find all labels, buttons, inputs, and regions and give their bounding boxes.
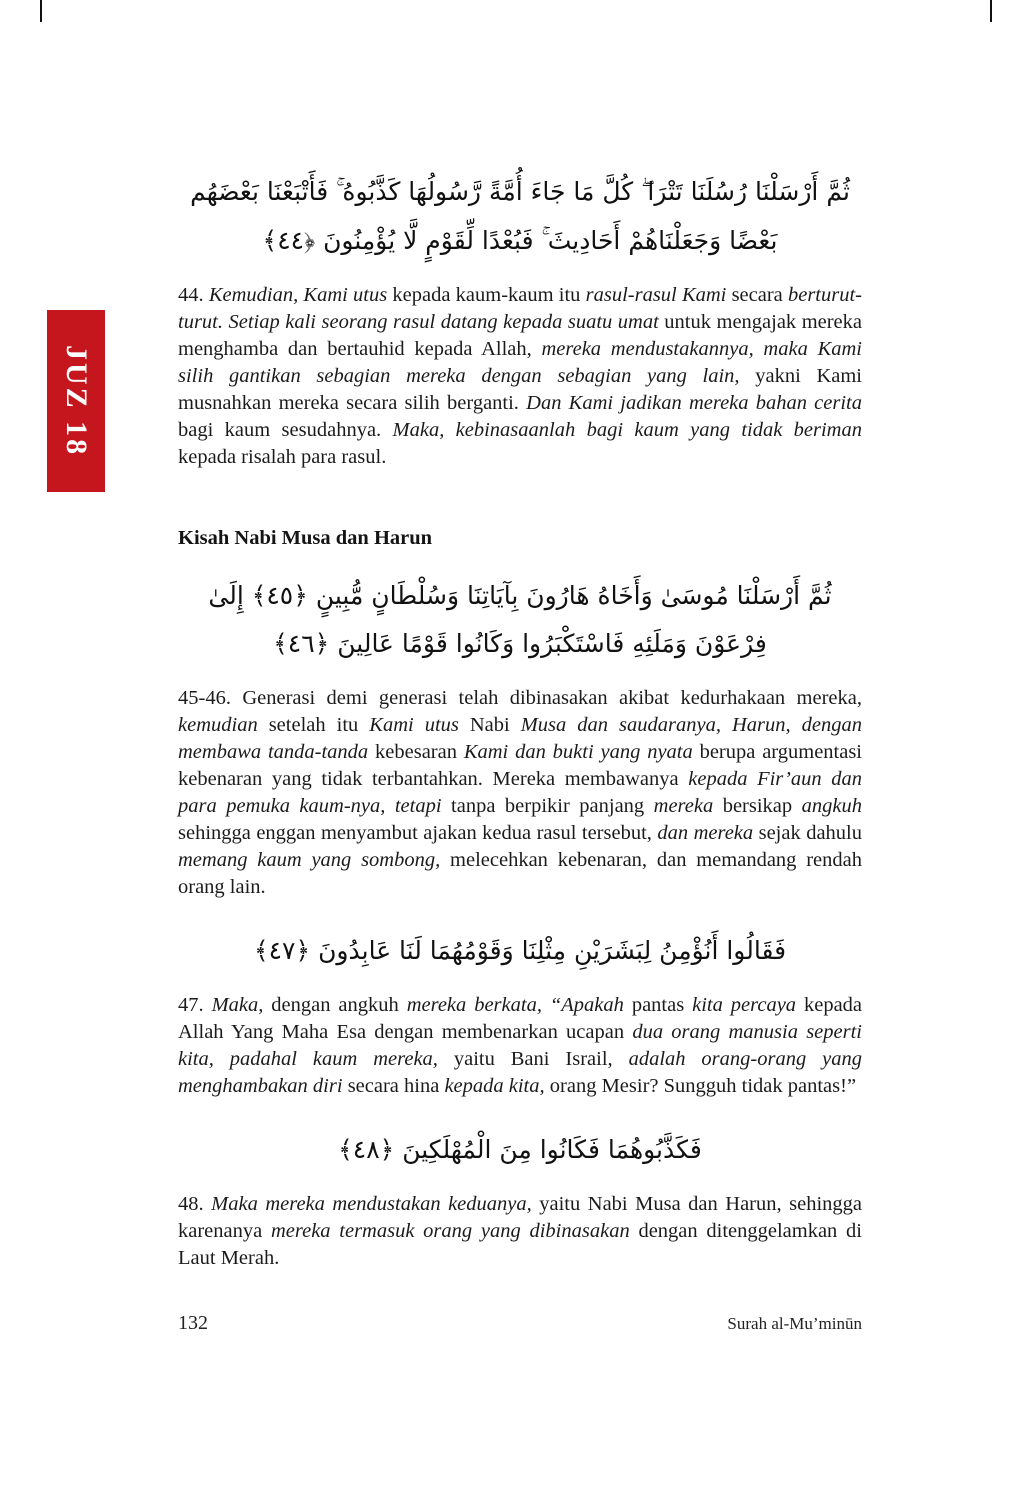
juz-tab [47,310,105,492]
section-heading: Kisah Nabi Musa dan Harun [178,526,433,549]
arabic-verse-48: فَكَذَّبُوهُمَا فَكَانُوا مِنَ الْمُهْلَكِينَ ﴿٤٨﴾ [338,1134,702,1164]
crop-mark-left [40,0,42,22]
page-content [178,168,862,1272]
translation-44: 44. Kemudian, Kami utus kepada kaum-kaum itu rasul-rasul Kami secara berturut-turut. Setiap kali seorang rasul datang kepada suatu umat untuk mengajak mereka menghamba dan bertauhid kepada Allah, mereka mendustakannya, maka Kami silih gantikan sebagian mereka dengan sebagian yang lain, yakni Kami musnahkan mereka secara silih berganti. Dan Kami jadikan mereka bahan cerita bagi kaum sesudahnya. Maka, kebinasaanlah bagi kaum yang tidak beriman kepada risalah para rasul. [178,283,863,468]
crop-mark-right [990,0,992,22]
juz-label: JUZ 18 [60,344,93,458]
page-footer [178,1312,862,1335]
arabic-verse-47: فَقَالُوا أَنُؤْمِنُ لِبَشَرَيْنِ مِثْلِنَا وَقَوْمُهُمَا لَنَا عَابِدُونَ ﴿٤٧﴾ [253,936,787,965]
page-number: 132 [178,1312,208,1334]
translation-48: 48. Maka mereka mendustakan keduanya, yaitu Nabi Musa dan Harun, sehingga karenanya mereka termasuk orang yang dibinasakan dengan ditenggelamkan di Laut Merah. [178,1192,863,1269]
translation-45-46: 45-46. Generasi demi generasi telah dibinasakan akibat kedurhakaan mereka, kemudian setelah itu Kami utus Nabi Musa dan saudaranya, Harun, dengan membawa tanda-tanda kebesaran Kami dan bukti yang nyata berupa argumentasi kebenaran yang tidak terbantahkan. Mereka membawanya kepada Fir’aun dan para pemuka kaum-nya, tetapi tanpa berpikir panjang mereka bersikap angkuh sehingga enggan menyambut ajakan kedua rasul tersebut, dan mereka sejak dahulu memang kaum yang sombong, melecehkan kebenaran, dan memandang rendah orang lain. [178,687,863,898]
translation-47: 47. Maka, dengan angkuh mereka berkata, “Apakah pantas kita percaya kepada Allah Yang Maha Esa dengan membenarkan ucapan dua orang manusia seperti kita, padahal kaum mereka, yaitu Bani Israil, adalah orang-orang yang menghambakan diri secara hina kepada kita, orang Mesir? Sungguh tidak pantas!” [178,993,863,1097]
arabic-verse-44: ثُمَّ أَرْسَلْنَا رُسُلَنَا تَتْرَا ۖ كُلَّ مَا جَاءَ أُمَّةً رَّسُولُهَا كَذَّبُوهُ ۚ فَأَتْبَعْنَا بَعْضَهُم بَعْضًا وَجَعَلْنَاهُمْ أَحَادِيثَ ۚ فَبُعْدًا لِّقَوْمٍ لَّا يُؤْمِنُونَ ﴿٤٤﴾ [190,177,850,255]
surah-name: Surah al-Mu’minūn [727,1314,862,1333]
arabic-verse-45-46: ثُمَّ أَرْسَلْنَا مُوسَىٰ وَأَخَاهُ هَارُونَ بِآيَاتِنَا وَسُلْطَانٍ مُّبِينٍ ﴿٤٥﴾ إِلَىٰ فِرْعَوْنَ وَمَلَئِهِ فَاسْتَكْبَرُوا وَكَانُوا قَوْمًا عَالِينَ ﴿٤٦﴾ [208,580,832,659]
